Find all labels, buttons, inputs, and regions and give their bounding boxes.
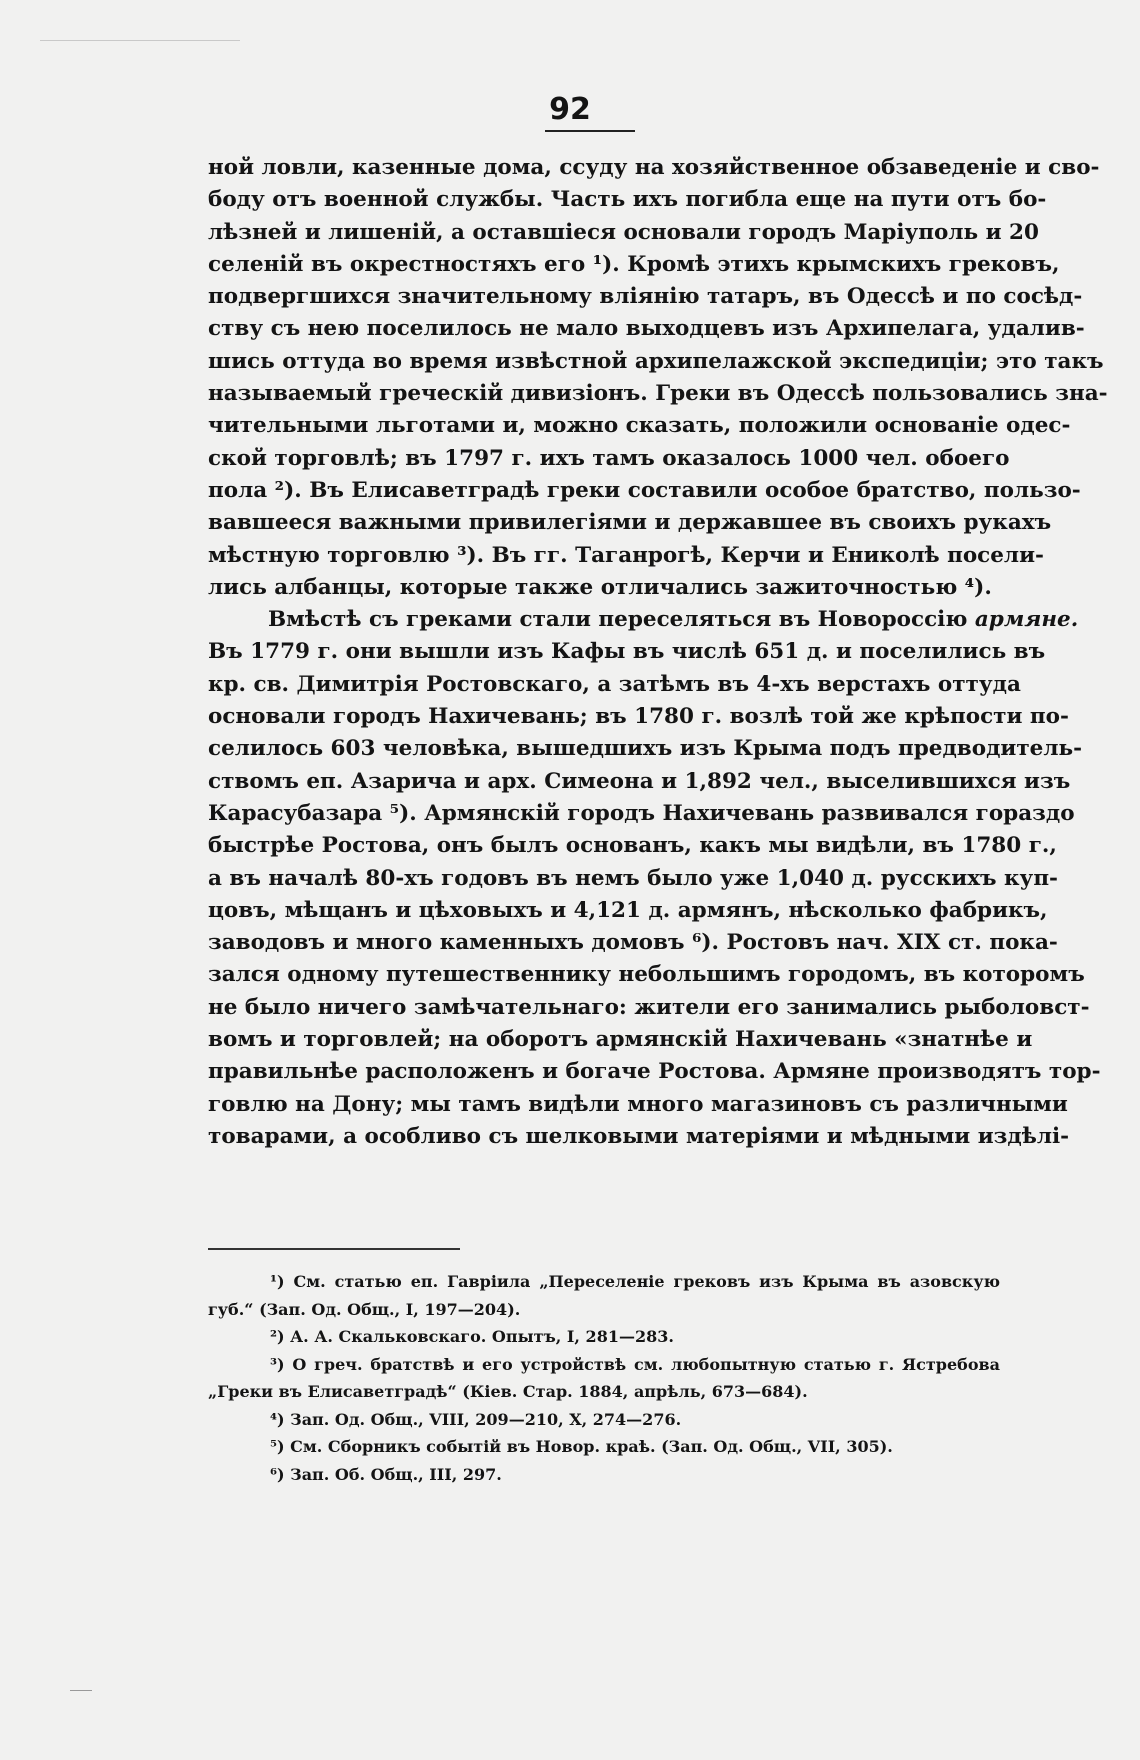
text-line: селеній въ окрестностяхъ его ¹). Кромѣ этихъ крымскихъ грековъ, bbox=[208, 251, 1060, 277]
footnote-separator bbox=[208, 1248, 460, 1250]
footnote-line: ³) О греч. братствѣ и его устройствѣ см. любопытную статью г. Ястребова bbox=[270, 1354, 1000, 1374]
text-line: быстрѣе Ростова, онъ былъ основанъ, какъ мы видѣли, въ 1780 г., bbox=[208, 833, 1057, 859]
text-line: называемый греческій дивизіонъ. Греки въ Одессѣ пользовались зна- bbox=[208, 381, 1108, 407]
text-line: мѣстную торговлю ³). Въ гг. Таганрогѣ, Керчи и Ениколѣ посели- bbox=[208, 542, 1044, 568]
text-line: боду отъ военной службы. Часть ихъ погибла еще на пути отъ бо- bbox=[208, 187, 1047, 213]
text-line: заводовъ и много каменныхъ домовъ ⁶). Ростовъ нач. XIX ст. пока- bbox=[208, 930, 1058, 956]
text-line: лѣзней и лишеній, а оставшіеся основали городъ Маріуполь и 20 bbox=[208, 219, 1039, 245]
footnote-line: ⁶) Зап. Об. Общ., III, 297. bbox=[270, 1464, 502, 1484]
body-text bbox=[208, 152, 1108, 1153]
text-line: пола ²). Въ Елисаветградѣ греки составили особое братство, пользо- bbox=[208, 477, 1081, 503]
footnote-line: губ.“ (Зап. Од. Общ., I, 197—204). bbox=[208, 1299, 521, 1319]
text-line: Карасубазара ⁵). Армянскій городъ Нахичевань развивался гораздо bbox=[208, 800, 1075, 826]
text-line: ской торговлѣ; въ 1797 г. ихъ тамъ оказалось 1000 чел. обоего bbox=[208, 445, 1010, 471]
text-line: чительными льготами и, можно сказать, положили основаніе одес- bbox=[208, 413, 1071, 439]
text-line: зался одному путешественнику небольшимъ городомъ, въ которомъ bbox=[208, 962, 1085, 988]
text-line: ству съ нею поселилось не мало выходцевъ изъ Архипелага, удалив- bbox=[208, 316, 1085, 342]
text-line: говлю на Дону; мы тамъ видѣли много магазиновъ съ различными bbox=[208, 1091, 1068, 1117]
text-line: а въ началѣ 80-хъ годовъ въ немъ было уже 1,040 д. русскихъ куп- bbox=[208, 865, 1058, 891]
scan-edge-line bbox=[40, 40, 240, 41]
footnote-line: ⁴) Зап. Од. Общ., VIII, 209—210, X, 274—276. bbox=[270, 1409, 682, 1429]
text-line: лись албанцы, которые также отличались зажиточностью ⁴). bbox=[208, 574, 992, 600]
text-line: ствомъ еп. Азарича и арх. Симеона и 1,892 чел., выселившихся изъ bbox=[208, 768, 1071, 794]
footnotes bbox=[208, 1268, 1000, 1488]
text-line: Въ 1779 г. они вышли изъ Кафы въ числѣ 651 д. и поселились въ bbox=[208, 639, 1046, 665]
text-line: правильнѣе расположенъ и богаче Ростова. Армяне производятъ тор- bbox=[208, 1059, 1101, 1085]
text-line: подвергшихся значительному вліянію татаръ, въ Одессѣ и по сосѣд- bbox=[208, 284, 1083, 310]
footnote-line: ¹) См. статью еп. Гавріила „Переселеніе грековъ изъ Крыма въ азовскую bbox=[270, 1272, 1000, 1291]
text-line: цовъ, мѣщанъ и цѣховыхъ и 4,121 д. армянъ, нѣсколько фабрикъ, bbox=[208, 897, 1048, 923]
scan-edge-mark bbox=[70, 1690, 92, 1691]
text-line: основали городъ Нахичевань; въ 1780 г. возлѣ той же крѣпости по- bbox=[208, 704, 1069, 730]
text-line: кр. св. Димитрія Ростовскаго, а затѣмъ въ 4-хъ верстахъ оттуда bbox=[208, 671, 1021, 697]
text-line: ной ловли, казенные дома, ссуду на хозяйственное обзаведеніе и сво- bbox=[208, 155, 1100, 180]
text-line: селилось 603 человѣка, вышедшихъ изъ Крыма подъ предводитель- bbox=[208, 736, 1083, 762]
text-line: вавшееся важными привилегіями и державшее въ своихъ рукахъ bbox=[208, 510, 1052, 536]
text-line: вомъ и торговлей; на оборотъ армянскій Нахичевань «знатнѣе и bbox=[208, 1027, 1033, 1053]
paragraph-start-line: Вмѣстѣ съ греками стали переселяться въ Новороссію армяне. bbox=[268, 607, 1079, 633]
text-line: не было ничего замѣчательнаго: жители его занимались рыболовст- bbox=[208, 994, 1090, 1020]
footnote-line: ⁵) См. Сборникъ событій въ Новор. краѣ. (Зап. Од. Общ., VII, 305). bbox=[270, 1437, 893, 1456]
footnote-line: ²) А. А. Скальковскаго. Опытъ, I, 281—283. bbox=[270, 1327, 674, 1346]
footnote-line: „Греки въ Елисаветградѣ“ (Кіев. Стар. 1884, апрѣль, 673—684). bbox=[208, 1382, 808, 1401]
page-number-rule bbox=[545, 130, 635, 132]
italic-word: армяне. bbox=[974, 607, 1079, 633]
text-line: шись оттуда во время извѣстной архипелажской экспедиціи; это такъ bbox=[208, 348, 1104, 374]
page-number: 92 bbox=[549, 92, 591, 127]
text-line: товарами, а особливо съ шелковыми матеріями и мѣдными издѣлі- bbox=[208, 1123, 1070, 1149]
